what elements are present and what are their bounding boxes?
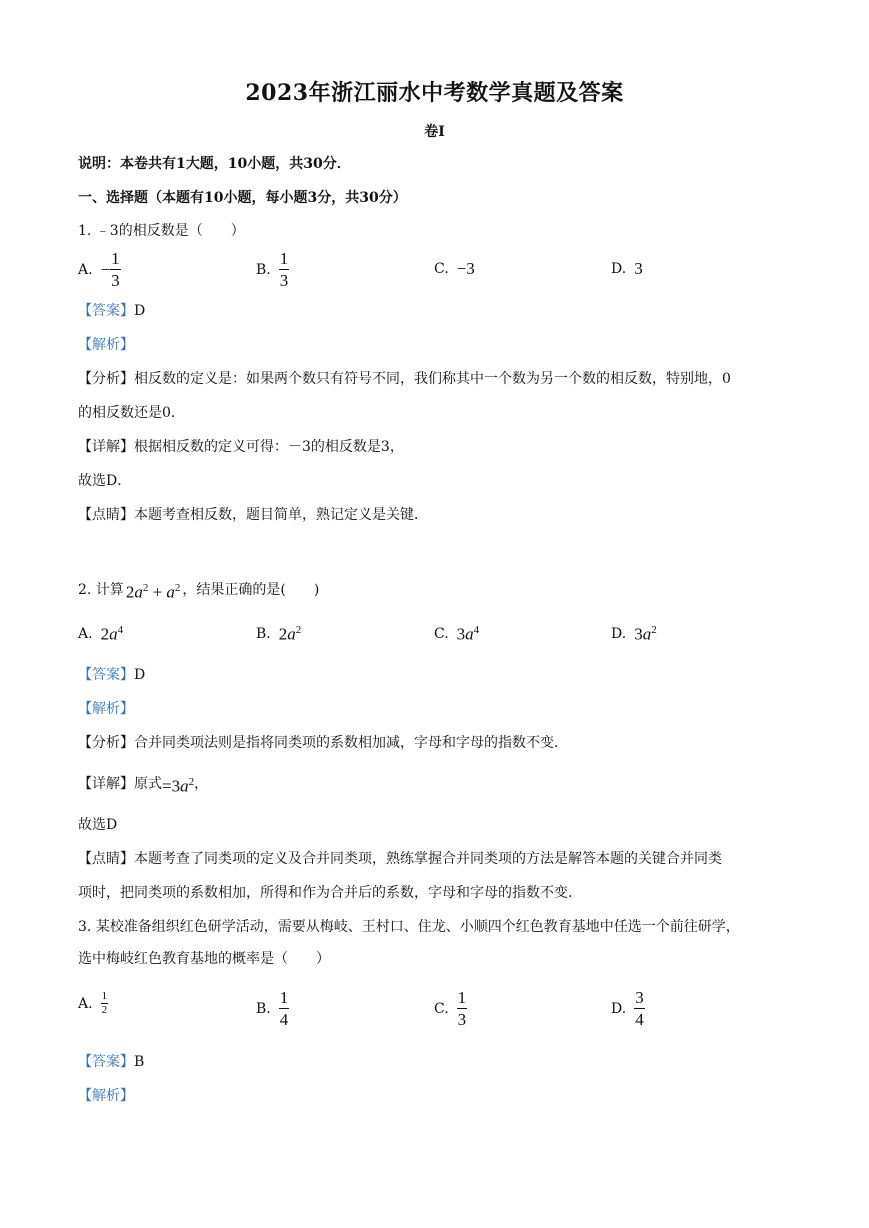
fraction-bar bbox=[279, 1008, 290, 1009]
option-label: C. bbox=[434, 626, 449, 643]
q1-fenxi-cont: 的相反数还是0． bbox=[78, 405, 185, 421]
q1-option-c bbox=[434, 259, 475, 279]
option-expression bbox=[634, 624, 657, 645]
option-label: B. bbox=[256, 1000, 271, 1017]
page-title: 2023年浙江丽水中考数学真题及答案 bbox=[245, 80, 624, 106]
numerator: 1 bbox=[111, 249, 120, 268]
numerator: 1 bbox=[279, 249, 289, 268]
option-label: C. bbox=[434, 1000, 449, 1017]
xiangjie-expression bbox=[162, 772, 194, 797]
coefficient: 3 bbox=[456, 624, 466, 644]
fraction bbox=[457, 989, 468, 1028]
answer-value: D bbox=[134, 667, 146, 683]
option-label: B. bbox=[256, 261, 271, 278]
q1-stem: 1. ﹣3的相反数是（ ） bbox=[78, 223, 245, 239]
fenxi-tag: 【分析】 bbox=[78, 735, 134, 751]
q3-option-a bbox=[78, 991, 108, 1016]
fenxi-text: 合并同类项法则是指将同类项的系数相加减，字母和字母的指数不变． bbox=[134, 735, 568, 751]
option-value: −3 bbox=[456, 259, 475, 278]
fraction bbox=[110, 250, 121, 289]
xiangjie-tag: 【详解】 bbox=[78, 776, 134, 793]
denominator: 3 bbox=[279, 271, 289, 290]
q1-option-a bbox=[78, 250, 121, 289]
fraction bbox=[634, 989, 645, 1028]
option-label: D. bbox=[611, 261, 627, 277]
denominator: 4 bbox=[635, 1010, 644, 1029]
q1-option-d bbox=[611, 259, 643, 279]
q2-option-d bbox=[611, 624, 657, 645]
option-label: C. bbox=[434, 261, 449, 277]
option-label: A. bbox=[78, 626, 93, 643]
q3-stem: 3. 某校准备组织红色研学活动，需要从梅岐、王村口、住龙、小顺四个红色教育基地中任选一个前往研学， bbox=[78, 919, 740, 935]
q1-option-b bbox=[256, 250, 289, 289]
section-heading: 一、选择题（本题有10小题，每小题3分，共30分） bbox=[78, 190, 407, 206]
option-label: D. bbox=[611, 626, 627, 643]
denominator: 2 bbox=[101, 1004, 108, 1016]
q1-analysis-tag: 【解析】 bbox=[78, 337, 134, 353]
fraction-bar bbox=[279, 269, 290, 270]
coefficient: 2 bbox=[125, 582, 135, 602]
dianjing-text: 本题考查了同类项的定义及合并同类项，熟练掌握合并同类项的方法是解答本题的关键合并同类 bbox=[134, 851, 722, 867]
fraction-bar bbox=[634, 1008, 645, 1009]
q2-stem bbox=[78, 578, 319, 603]
q2-option-c bbox=[434, 624, 479, 645]
fraction-bar bbox=[110, 269, 121, 270]
stem-suffix: ，结果正确的是( ) bbox=[182, 582, 320, 599]
variable: a bbox=[465, 624, 474, 644]
variable: a bbox=[287, 624, 296, 644]
equals-expr: =3 bbox=[162, 776, 181, 796]
q2-expression bbox=[126, 578, 181, 603]
q2-answer bbox=[78, 665, 145, 685]
q3-answer bbox=[78, 1052, 144, 1072]
q2-option-a bbox=[78, 624, 123, 645]
q3-stem-cont: 选中梅岐红色教育基地的概率是（ ） bbox=[78, 951, 330, 967]
variable: a bbox=[642, 624, 652, 644]
exponent: 2 bbox=[295, 624, 302, 636]
exponent: 4 bbox=[117, 624, 124, 636]
q2-analysis-tag: 【解析】 bbox=[78, 701, 134, 717]
paper-subtitle: 卷I bbox=[424, 124, 445, 140]
numerator: 3 bbox=[635, 988, 644, 1007]
fenxi-text: 相反数的定义是：如果两个数只有符号不同，我们称其中一个数为另一个数的相反数，特别地，0 bbox=[134, 371, 731, 387]
denominator: 4 bbox=[279, 1010, 289, 1029]
exponent: 2 bbox=[651, 624, 657, 636]
option-label: D. bbox=[611, 1000, 627, 1017]
xiangjie-text: 根据相反数的定义可得：－3的相反数是3， bbox=[134, 439, 404, 455]
q3-option-c bbox=[434, 989, 467, 1028]
option-label: A. bbox=[78, 261, 93, 278]
coefficient: 2 bbox=[100, 624, 110, 644]
plus-sign: + bbox=[152, 582, 163, 602]
fraction bbox=[279, 250, 290, 289]
q2-fenxi bbox=[78, 733, 568, 753]
q1-dianjing bbox=[78, 505, 428, 525]
dianjing-tag: 【点睛】 bbox=[78, 851, 134, 867]
option-label: A. bbox=[78, 995, 93, 1012]
fraction bbox=[279, 989, 290, 1028]
numerator: 1 bbox=[457, 988, 467, 1007]
coefficient: 2 bbox=[278, 624, 288, 644]
denominator: 3 bbox=[111, 271, 120, 290]
denominator: 3 bbox=[457, 1010, 467, 1029]
q3-option-d bbox=[611, 989, 645, 1028]
option-expression bbox=[457, 624, 480, 645]
exponent: 2 bbox=[174, 582, 181, 594]
q1-xiangjie bbox=[78, 437, 404, 457]
q3-option-b bbox=[256, 989, 289, 1028]
fraction bbox=[101, 991, 109, 1016]
answer-tag: 【答案】 bbox=[78, 1054, 134, 1070]
dianjing-text: 本题考查相反数，题目简单，熟记定义是关键． bbox=[134, 507, 428, 523]
q2-conclusion: 故选D bbox=[78, 817, 118, 833]
xiangjie-suffix: ， bbox=[194, 776, 209, 793]
q1-conclusion: 故选D． bbox=[78, 473, 132, 489]
answer-value: B bbox=[134, 1054, 145, 1070]
answer-tag: 【答案】 bbox=[78, 303, 134, 319]
variable: a bbox=[180, 776, 189, 796]
variable: a bbox=[134, 582, 143, 602]
xiangjie-tag: 【详解】 bbox=[78, 439, 134, 455]
q1-fenxi bbox=[78, 369, 731, 389]
fraction-bar bbox=[457, 1008, 468, 1009]
dianjing-tag: 【点睛】 bbox=[78, 507, 134, 523]
stem-prefix: 2. 计算 bbox=[78, 582, 124, 599]
q3-analysis-tag: 【解析】 bbox=[78, 1088, 134, 1104]
variable: a bbox=[166, 582, 175, 602]
option-expression bbox=[279, 624, 302, 645]
variable: a bbox=[109, 624, 118, 644]
minus-sign: − bbox=[100, 259, 111, 279]
option-value: 3 bbox=[634, 259, 643, 278]
fenxi-tag: 【分析】 bbox=[78, 371, 134, 387]
numerator: 1 bbox=[279, 988, 289, 1007]
exponent: 2 bbox=[142, 582, 149, 594]
q2-dianjing-cont: 项时，把同类项的系数相加，所得和作为合并后的系数，字母和字母的指数不变． bbox=[78, 885, 582, 901]
answer-tag: 【答案】 bbox=[78, 667, 134, 683]
answer-value: D bbox=[134, 303, 146, 319]
option-label: B. bbox=[256, 626, 271, 643]
paper-note: 说明：本卷共有1大题，10小题，共30分． bbox=[78, 156, 351, 172]
q2-option-b bbox=[256, 624, 301, 645]
q2-dianjing bbox=[78, 849, 722, 869]
xiangjie-text: 原式 bbox=[134, 776, 162, 793]
exponent: 2 bbox=[188, 776, 195, 788]
exponent: 4 bbox=[473, 624, 480, 636]
option-expression bbox=[101, 624, 124, 645]
coefficient: 3 bbox=[634, 624, 643, 644]
numerator: 1 bbox=[101, 990, 108, 1002]
q2-xiangjie bbox=[78, 772, 208, 797]
q1-answer bbox=[78, 301, 145, 321]
